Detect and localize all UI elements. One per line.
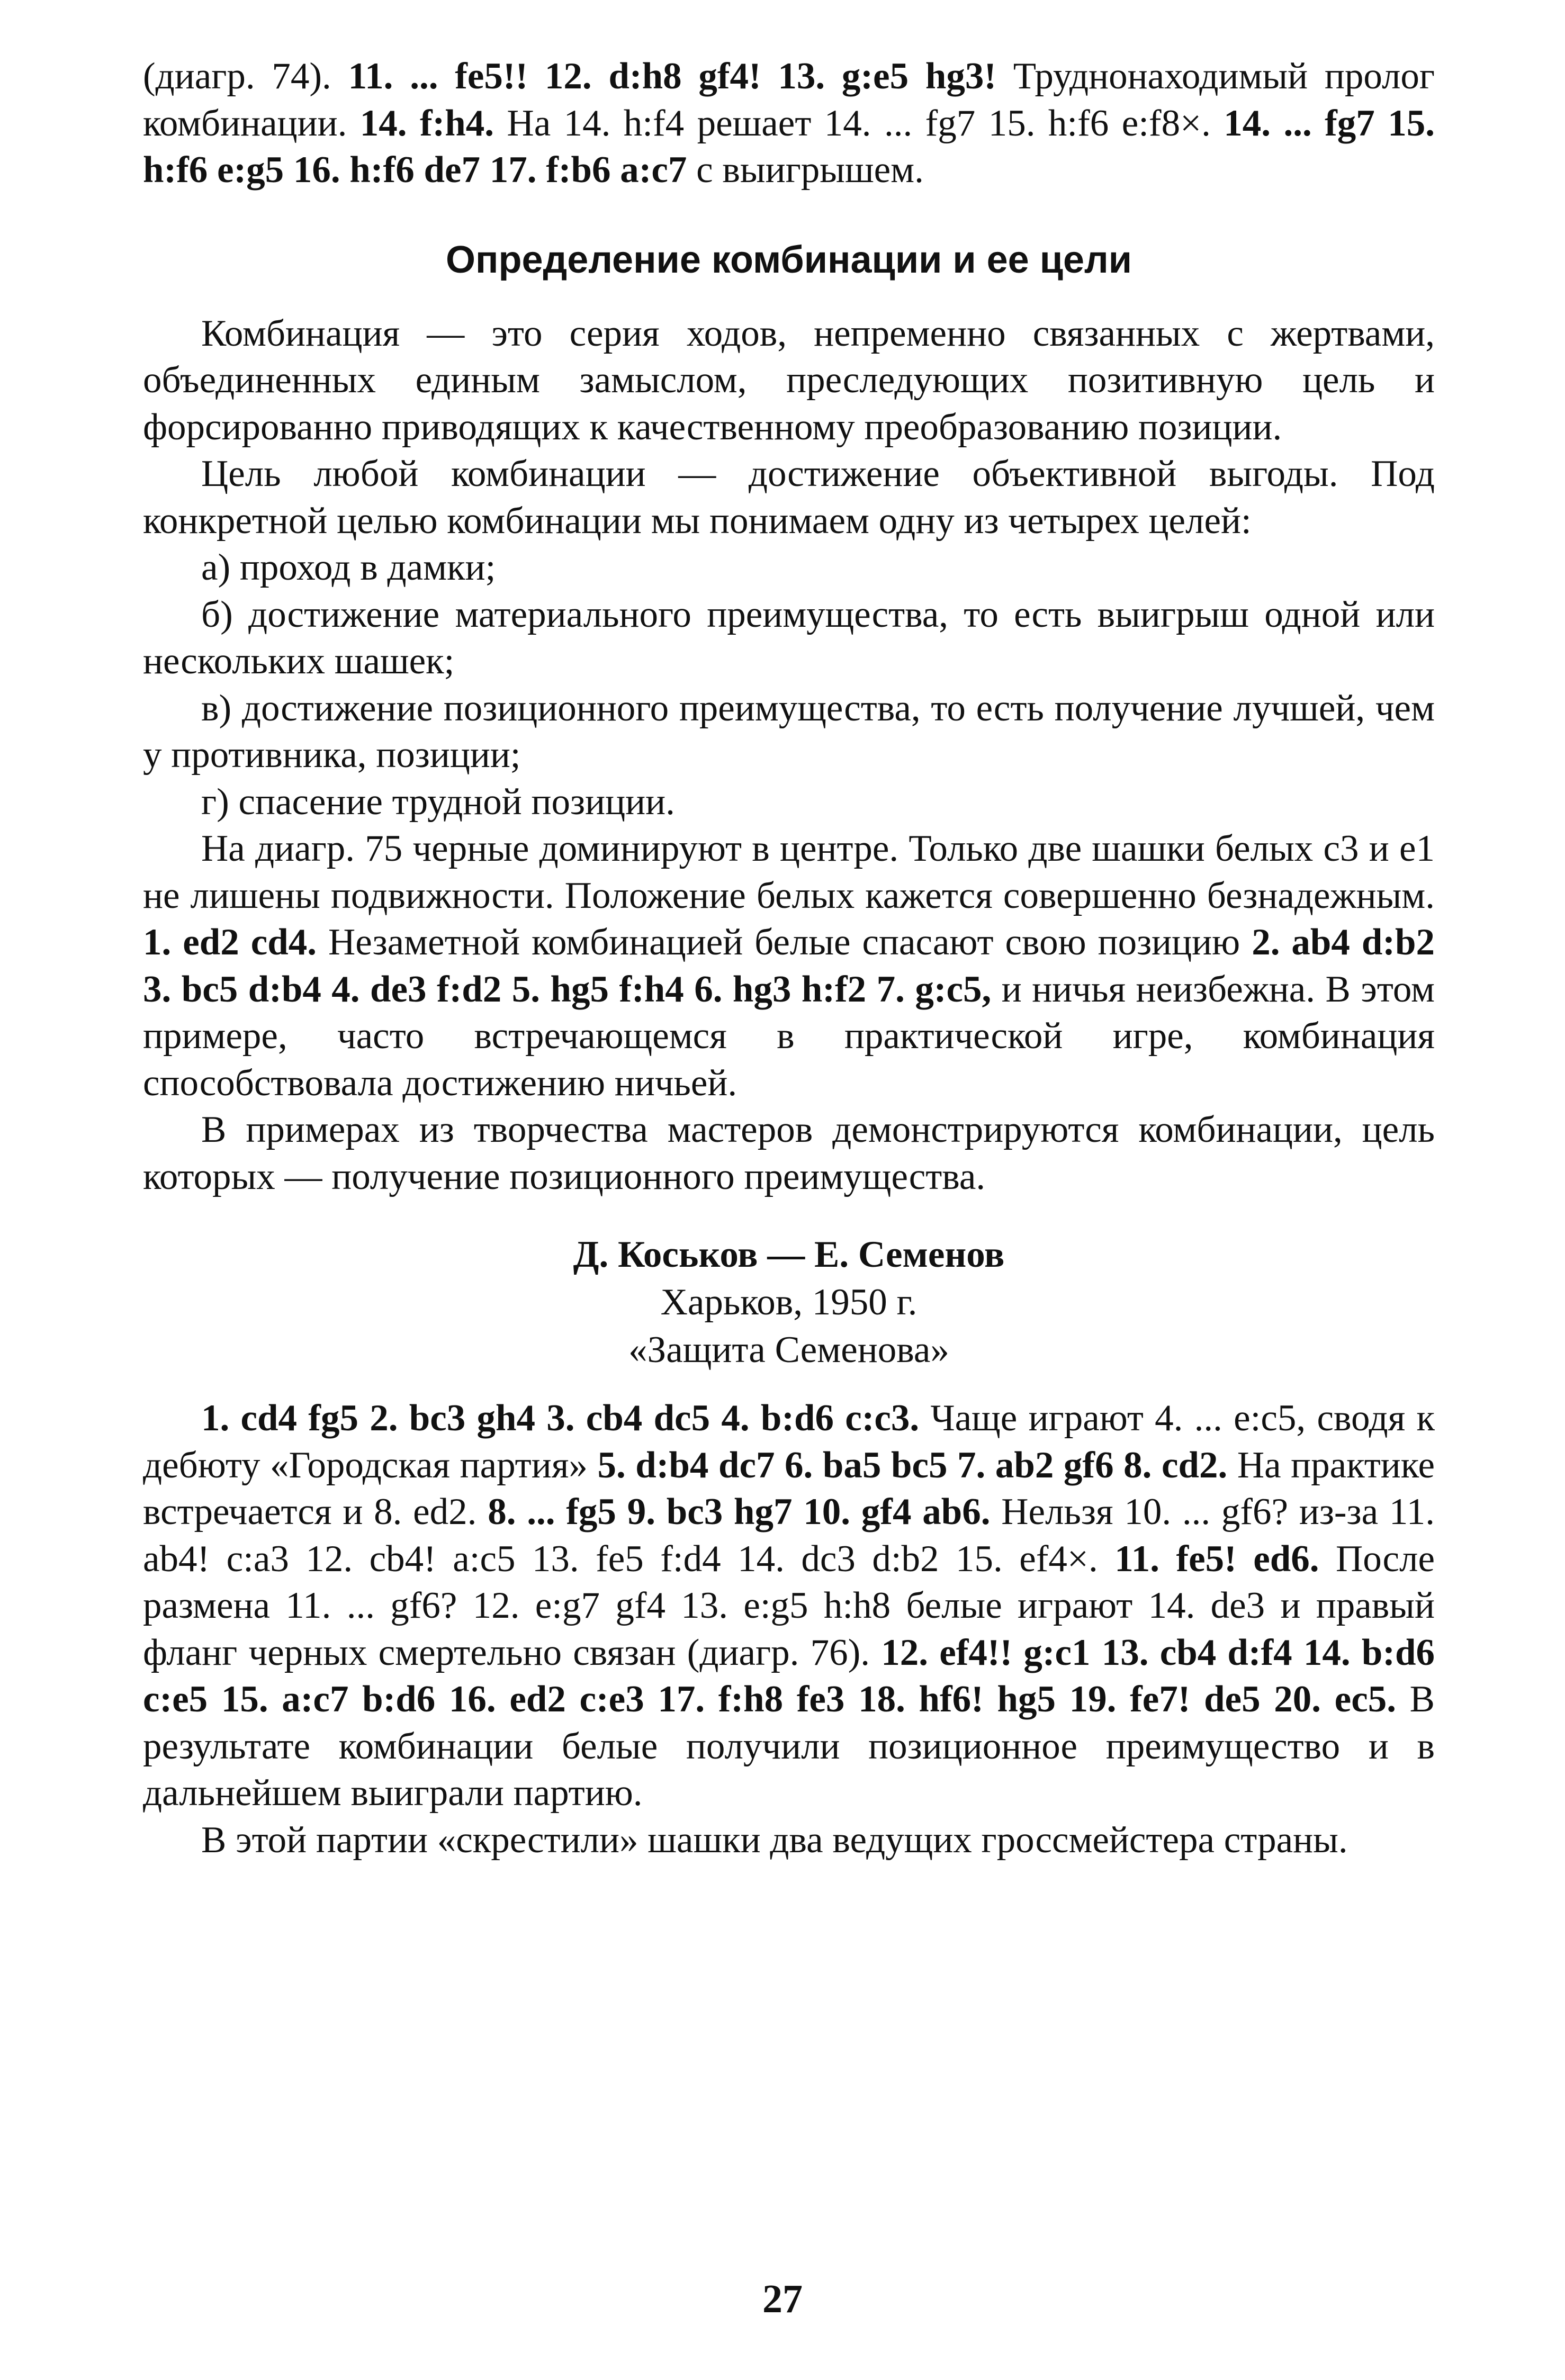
diagram-75-paragraph (143, 825, 1435, 1106)
list-item-g: г) спасение трудной позиции. (201, 781, 675, 823)
moves-text-1: Чаще играют 4. ... e:c5, сводя к дебюту «Городская партия» (143, 1398, 1435, 1486)
moves-bold-3: 8. ... fg5 9. bc3 hg7 10. gf4 ab6. (488, 1491, 991, 1532)
intro-moves-1: 11. ... fe5!! 12. d:h8 gf4! 13. g:e5 hg3! (348, 56, 996, 97)
game-place: Харьков, 1950 г. (660, 1282, 918, 1323)
intro-moves-3: 14. ... fg7 15. h:f6 e:g5 16. h:f6 de7 17. f:b6 a:c7 (143, 102, 1435, 191)
intro-moves-2: 14. f:h4. (359, 102, 494, 144)
section-heading: Определение комбинации и ее цели (445, 238, 1132, 281)
list-item-a: а) проход в дамки; (201, 547, 496, 588)
para3-text-3: и ничья неизбежна. В этом примере, часто встречающемся в практической игре, комбинация способствовала достижению ничьей. (143, 968, 1435, 1104)
para3-moves-2: 2. ab4 d:b2 3. bc5 d:b4 4. de3 f:d2 5. hg5 f:h4 6. hg3 h:f2 7. g:c5, (143, 922, 1435, 1010)
para3-text-2: Незаметной комбинацией белые спасают свою позицию (316, 922, 1252, 963)
page-number: 27 (762, 2277, 803, 2321)
game-opening: «Защита Семенова» (628, 1329, 949, 1371)
intro-text-2: Труднонаходимый пролог комбинации. (143, 56, 1435, 144)
intro-text-3: На 14. h:f4 решает 14. ... fg7 15. h:f6 e:f8×. (493, 102, 1224, 144)
page-body (143, 53, 1435, 1863)
intro-text-4: с выигрышем. (687, 149, 924, 191)
intro-text-1: (диагр. 74). (143, 56, 348, 97)
moves-bold-4: 11. fe5! ed6. (1114, 1538, 1319, 1580)
moves-text-3: Нельзя 10. ... gf6? из-за 11. ab4! c:a3 12. cb4! a:c5 13. fe5 f:d4 14. dc3 d:b2 15. ef4×. (143, 1491, 1435, 1580)
moves-bold-1: 1. cd4 fg5 2. bc3 gh4 3. cb4 dc5 4. b:d6 c:c3. (201, 1398, 920, 1439)
definition-paragraph: Комбинация — это серия ходов, непременно связанных с жертвами, объединенных единым замыслом, преследующих позитивную цель и форсированно приводящих к качественному преобразованию позиции. (143, 312, 1435, 448)
moves-bold-2: 5. d:b4 dc7 6. ba5 bc5 7. ab2 gf6 8. cd2. (597, 1444, 1228, 1486)
list-item-b: б) достижение материального преимущества, то есть выигрыш одной или нескольких шашек; (143, 593, 1435, 682)
goal-paragraph: Цель любой комбинации — достижение объективной выгоды. Под конкретной целью комбинации мы понимаем одну из четырех целей: (143, 453, 1435, 542)
moves-bold-5: 12. ef4!! g:c1 13. cb4 d:f4 14. b:d6 c:e5 15. a:c7 b:d6 16. ed2 c:e3 17. f:h8 fe3 18. hf6! hg5 19. fe7! de5 20. ec5. (143, 1631, 1435, 1720)
masters-paragraph: В примерах из творчества мастеров демонстрируются комбинации, цель которых — получение позиционного преимущества. (143, 1109, 1435, 1197)
moves-text-2: На практике встречается и 8. ed2. (143, 1444, 1435, 1532)
moves-text-5: В результате комбинации белые получили позиционное преимущество и в дальнейшем выиграли партию. (143, 1679, 1435, 1814)
game-header (143, 1231, 1435, 1374)
game-players: Д. Коськов — Е. Семенов (573, 1234, 1005, 1275)
game-moves-paragraph (143, 1395, 1435, 1817)
list-item-v: в) достижение позиционного преимущества, то есть получение лучшей, чем у противника, позиции; (143, 687, 1435, 776)
closing-paragraph: В этой партии «скрестили» шашки два ведущих гроссмейстера страны. (201, 1819, 1348, 1861)
moves-text-4: После размена 11. ... gf6? 12. e:g7 gf4 13. e:g5 h:h8 белые играют 14. de3 и правый фланг черных смертельно связан (диагр. 76). (143, 1538, 1435, 1673)
intro-paragraph (143, 53, 1435, 194)
para3-moves-1: 1. ed2 cd4. (143, 922, 317, 963)
para3-text-1: На диагр. 75 черные доминируют в центре. Только две шашки белых c3 и e1 не лишены подвижности. Положение белых кажется совершенно безнадежным. (143, 828, 1435, 916)
